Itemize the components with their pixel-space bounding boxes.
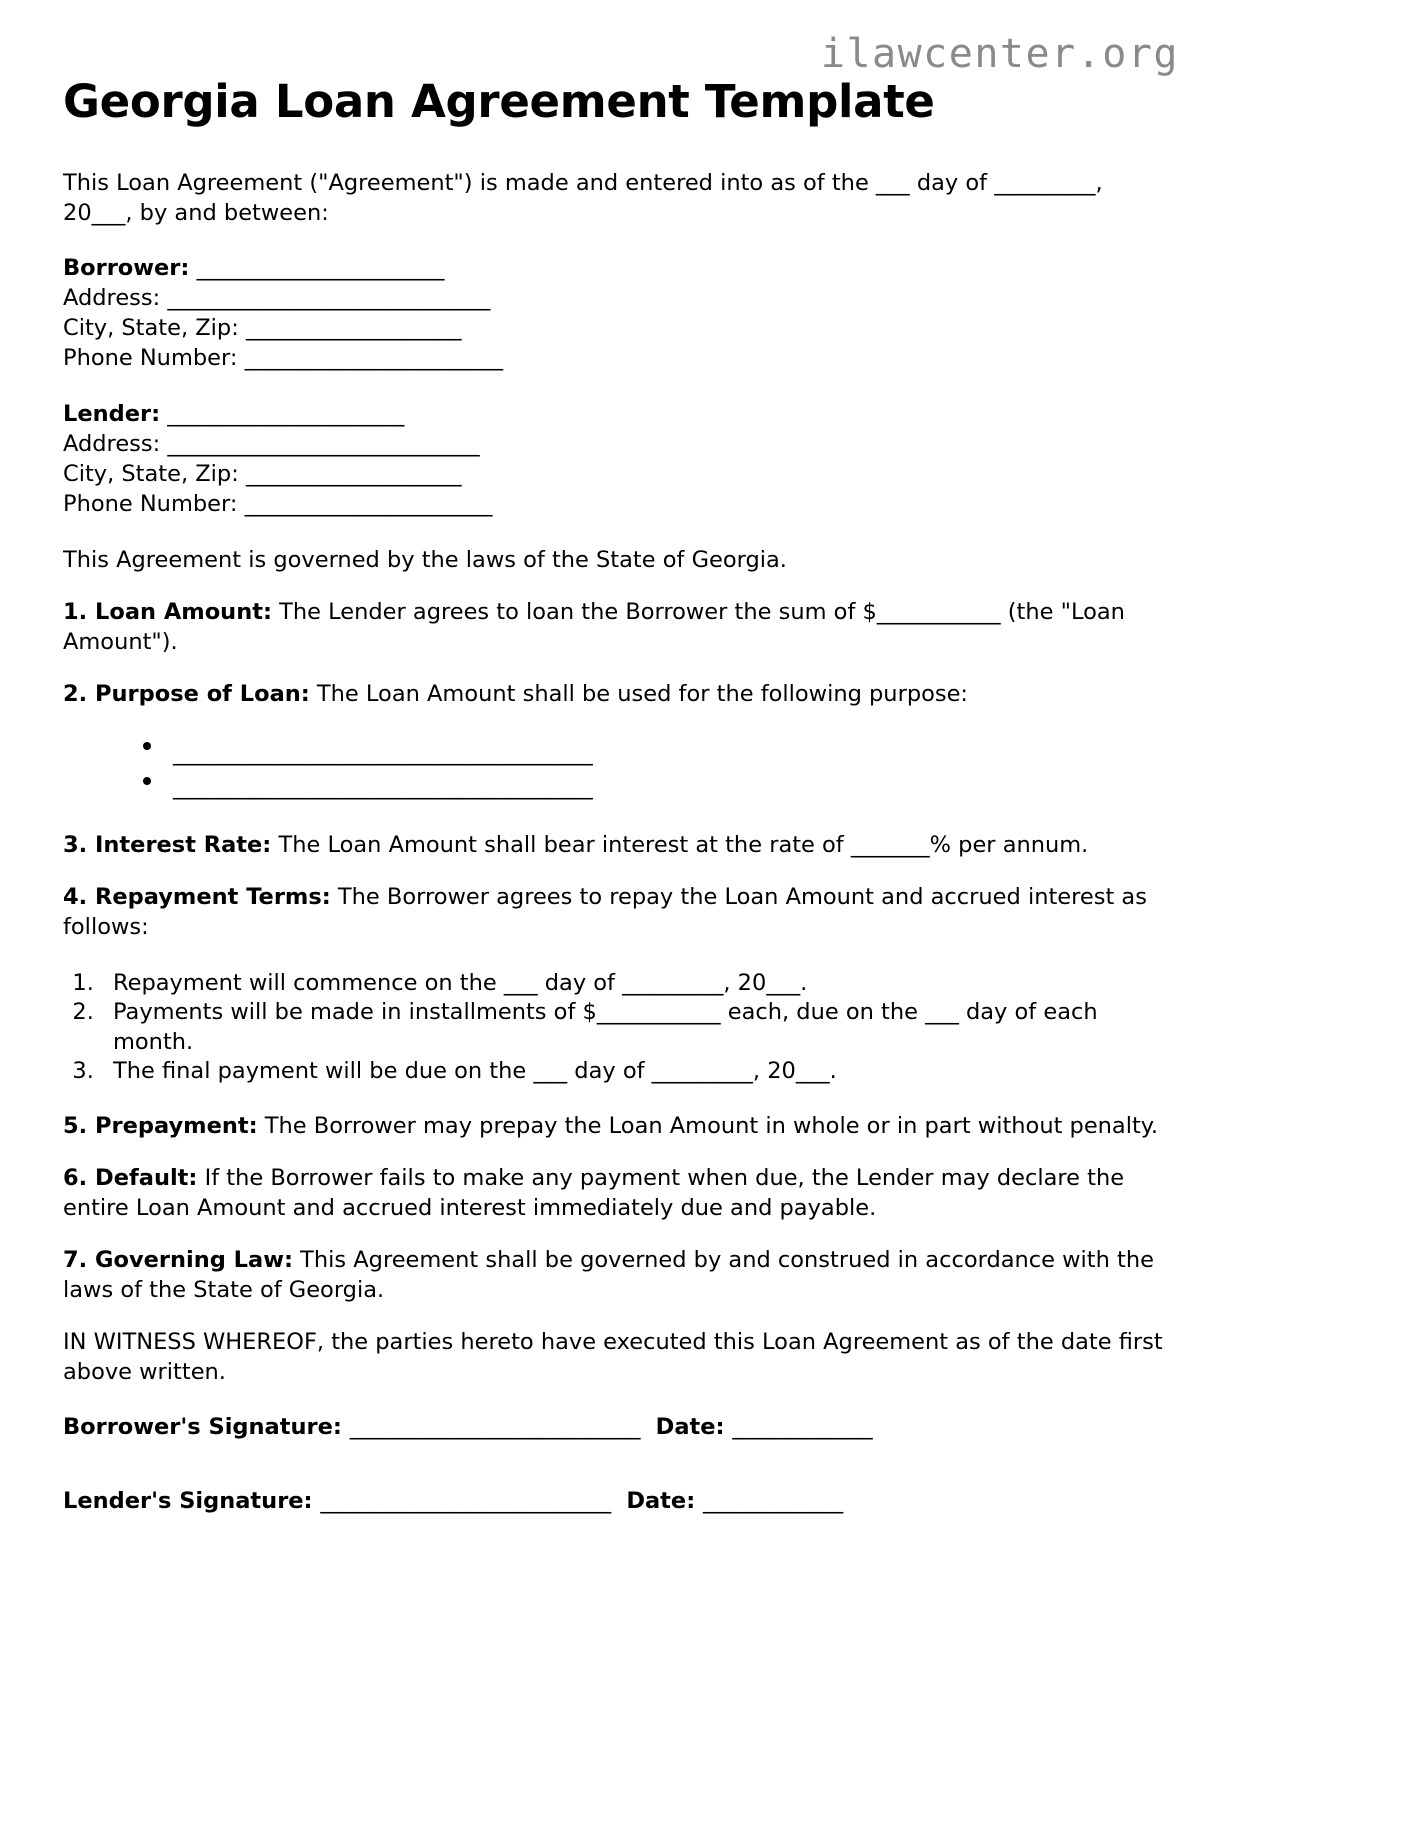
bullet-dot-icon	[143, 742, 151, 750]
lender-phone-row	[63, 490, 1163, 520]
spacer	[63, 805, 1163, 831]
list-item	[173, 736, 1163, 771]
spacer	[63, 1306, 1163, 1328]
borrower-signature-blank[interactable]: ___________________________	[349, 1414, 640, 1441]
purpose-blank-2[interactable]: _______________________________________	[173, 774, 593, 801]
borrower-city-label: City, State, Zip:	[63, 315, 239, 342]
section-2	[63, 680, 1163, 710]
spacer	[63, 861, 1163, 883]
spacer	[63, 374, 1163, 400]
borrower-city-blank[interactable]: ____________________	[245, 315, 461, 342]
section-5-body: The Borrower may prepay the Loan Amount in whole or in part without penalty.	[257, 1113, 1159, 1140]
section-6-body: If the Borrower fails to make any payment when due, the Lender may declare the entire Loan Amount and accrued interest immediately due and payable.	[63, 1164, 1125, 1221]
spacer	[63, 520, 1163, 546]
bullet-dot-icon	[143, 777, 151, 785]
borrower-address-row	[63, 284, 1163, 314]
section-3-body: The Loan Amount shall bear interest at the rate of _______% per annum.	[271, 832, 1089, 859]
spacer	[63, 1224, 1163, 1246]
lender-address-row	[63, 430, 1163, 460]
section-4-heading: 4. Repayment Terms:	[63, 884, 331, 911]
borrower-name-row	[63, 254, 1163, 284]
borrower-city-row	[63, 314, 1163, 344]
spacer	[63, 1142, 1163, 1164]
repayment-steps-list	[63, 969, 1163, 1086]
lender-signature-row	[63, 1487, 1163, 1517]
section-6-heading: 6. Default:	[63, 1164, 198, 1191]
lender-city-blank[interactable]: ____________________	[245, 460, 461, 487]
purpose-blank-1[interactable]: _______________________________________	[173, 739, 593, 766]
section-4-body: The Borrower agrees to repay the Loan Amount and accrued interest as follows:	[63, 884, 1147, 941]
borrower-date-blank[interactable]: _____________	[732, 1414, 873, 1441]
section-2-heading: 2. Purpose of Loan:	[63, 680, 310, 707]
section-6	[63, 1164, 1163, 1224]
section-3-heading: 3. Interest Rate:	[63, 832, 272, 859]
section-1-heading: 1. Loan Amount:	[63, 598, 272, 625]
spacer	[63, 576, 1163, 598]
lender-signature-label: Lender's Signature:	[63, 1488, 313, 1515]
spacer	[63, 228, 1163, 254]
page-title: Georgia Loan Agreement Template	[63, 75, 935, 128]
list-item: 2. Payments will be made in installments of $___________ each, due on the ___ day of each month.	[101, 998, 1163, 1057]
lender-address-blank[interactable]: _____________________________	[167, 431, 480, 458]
section-7-body: This Agreement shall be governed by and construed in accordance with the laws of the State of Georgia.	[63, 1246, 1154, 1303]
lender-address-label: Address:	[63, 431, 161, 458]
section-3	[63, 831, 1163, 861]
section-7	[63, 1246, 1163, 1306]
site-watermark: ilawcenter.org	[820, 31, 1179, 77]
section-1	[63, 598, 1163, 658]
spacer	[63, 943, 1163, 969]
lender-name-blank[interactable]: ______________________	[167, 401, 404, 428]
document-body	[63, 0, 1163, 1517]
borrower-phone-blank[interactable]: ________________________	[244, 345, 503, 372]
borrower-signature-label: Borrower's Signature:	[63, 1414, 342, 1441]
borrower-signature-row	[63, 1413, 1163, 1443]
lender-phone-label: Phone Number:	[63, 490, 238, 517]
section-5	[63, 1112, 1163, 1142]
borrower-phone-label: Phone Number:	[63, 345, 238, 372]
governing-note: This Agreement is governed by the laws of the State of Georgia.	[63, 546, 787, 573]
spacer	[63, 658, 1163, 680]
lender-phone-blank[interactable]: _______________________	[244, 490, 492, 517]
list-item	[173, 770, 1163, 805]
list-item: 3. The final payment will be due on the ___ day of _________, 20___.	[101, 1057, 1163, 1086]
section-7-heading: 7. Governing Law:	[63, 1246, 293, 1273]
lender-city-label: City, State, Zip:	[63, 460, 239, 487]
spacer	[63, 127, 1163, 169]
lender-fields	[63, 400, 1163, 520]
lender-name-row	[63, 400, 1163, 430]
lender-city-row	[63, 460, 1163, 490]
witness-paragraph: IN WITNESS WHEREOF, the parties hereto have executed this Loan Agreement as of the date first above written.	[63, 1328, 1163, 1385]
purpose-bullet-list	[63, 736, 1163, 806]
borrower-address-blank[interactable]: ______________________________	[167, 285, 490, 312]
spacer	[63, 1443, 1163, 1487]
section-1-body: The Lender agrees to loan the Borrower the sum of $___________ (the "Loan Amount").	[63, 598, 1125, 655]
lender-label: Lender:	[63, 401, 161, 428]
borrower-fields	[63, 254, 1163, 374]
spacer	[63, 1387, 1163, 1413]
spacer	[63, 710, 1163, 736]
borrower-label: Borrower:	[63, 255, 190, 282]
lender-date-label: Date:	[626, 1488, 696, 1515]
section-4	[63, 883, 1163, 943]
section-5-heading: 5. Prepayment:	[63, 1113, 258, 1140]
section-2-body: The Loan Amount shall be used for the following purpose:	[309, 680, 969, 707]
borrower-phone-row	[63, 344, 1163, 374]
borrower-address-label: Address:	[63, 285, 161, 312]
intro-paragraph: This Loan Agreement ("Agreement") is made and entered into as of the ___ day of _________, 20___, by and between:	[63, 169, 1103, 226]
lender-date-blank[interactable]: _____________	[703, 1488, 843, 1515]
borrower-date-label: Date:	[655, 1414, 725, 1441]
lender-signature-blank[interactable]: ___________________________	[320, 1488, 611, 1515]
borrower-name-blank[interactable]: _______________________	[196, 255, 444, 282]
list-item: 1. Repayment will commence on the ___ day of _________, 20___.	[101, 969, 1163, 998]
spacer	[63, 1086, 1163, 1112]
